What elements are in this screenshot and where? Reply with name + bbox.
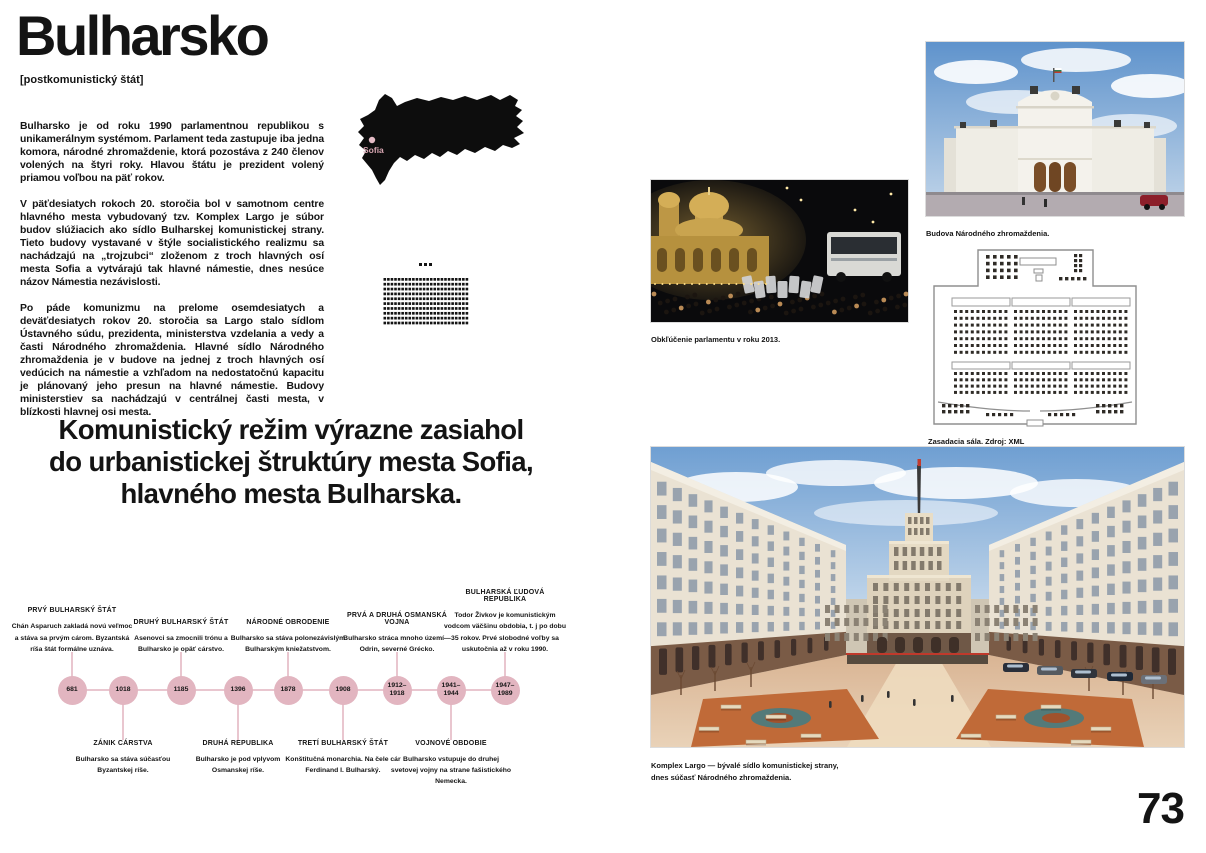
timeline-year-circle: 1185 [167, 676, 196, 705]
timeline-event-title: TRETÍ BULHARSKÝ ŠTÁT [297, 740, 389, 747]
timeline-event-description: Bulharsko sa stáva súčasťou Byzantskej ríše. [75, 756, 171, 775]
red-car-shape [1140, 195, 1168, 206]
timeline-year-circle: 1396 [224, 676, 253, 705]
timeline-event-label [336, 612, 458, 655]
intro-paragraph: V päťdesiatych rokoch 20. storočia bol v samotnom centre hlavného mesta vybudovaný tzv. Komplex Largo je súbor budov slúžiacich ako sídlo Bulharskej komunistickej strany. Tieto budovy vystavané v štýle socialistického realizmu sa nachádzajú na „trojzubci“ zloženom z troch hlavných osí mesta Sofia a vytvárajú tak hlavné námestie, dnes nesúce názov Námestia nezávislosti. [20, 199, 324, 288]
timeline-event-label [120, 619, 242, 655]
timeline-event-description: Todor Živkov je komunistickým vodcom väčšinu obdobia, t. j po dobu 35 rokov. Prvé slobodné voľby sa uskutočnia až v roku 1990. [444, 612, 566, 653]
photo-protest-2013 [651, 180, 908, 322]
intro-paragraphs [20, 120, 324, 432]
timeline-event-title: NÁRODNÉ OBRODENIE [246, 618, 330, 626]
timeline-year-circle: 1878 [274, 676, 303, 705]
timeline-event-title: DRUHÁ REPUBLIKA [202, 740, 274, 747]
protest-photo-illustration [651, 180, 908, 322]
map-city-label: Sofia [363, 145, 384, 155]
timeline-year-circle: 1908 [329, 676, 358, 705]
page-title: Bulharsko [16, 4, 268, 67]
bulgaria-map-figure [345, 88, 545, 193]
sofia-dot [369, 137, 375, 143]
intro-paragraph: Po páde komunizmu na prelome osemdesiatych a deväťdesiatych rokov 20. storočia sa Largo stalo sídlom Ústavného súdu, prezidenta, ministerstva vzdelania a vedy a časti Národného zhromaždenia. Hlavné sídlo Národného zhromaždenia je v budove na jednej z troch hlavných osí vedúcich na námestie a vzhľadom na nedostatočnú kapacitu je plánovaný jeho presun na hlavné námestie. Budovy ministerstiev sa nachádzajú v centrálnej časti mesta, v blízkosti hlavnej osi mesta. [20, 303, 324, 418]
timeline-event-description: Bulharsko sa stáva polonezávislým Bulharským kniežatstvom. [230, 634, 346, 653]
timeline-event-description: Konštitučná monarchia. Na čele cár Ferdinand I. Bulharský. [285, 756, 401, 775]
timeline-year-circle: 1947– 1989 [491, 676, 520, 705]
timeline-stem [450, 704, 452, 740]
timeline-year-circle: 1018 [109, 676, 138, 705]
plan-caption: Zasadacia sála. Zdroj: XML [928, 437, 1025, 446]
timeline-stem [71, 652, 73, 677]
timeline-event-description: Chán Asparuch zakladá novú veľmoc a stáva sa prvým cárom. Byzantská ríša štát formálne uznáva. [11, 623, 133, 653]
intro-paragraph: Bulharsko je od roku 1990 parlamentnou republikou s unikamerálnym systémom. Parlament teda zastupuje iba jedna komora, národné zhromaždenie, ktorá pozostáva z 240 členov volených na štyri roky. Hlavou štátu je prezident volený priamou voľbou na päť rokov. [20, 121, 324, 184]
timeline-event-description: Bulharsko stráca mnoho území— Odrin, severné Grécko. [343, 634, 451, 653]
timeline-event-description: Bulharsko vstupuje do druhej svetovej vojny na strane fašistického Nemecka. [390, 756, 512, 786]
waffle-chart [383, 258, 469, 330]
timeline-event-label [444, 589, 566, 655]
timeline-stem [504, 652, 506, 677]
timeline-event-title: DRUHÝ BULHARSKÝ ŠTÁT [133, 618, 229, 626]
timeline-year-circle: 1912– 1918 [383, 676, 412, 705]
history-timeline [11, 552, 566, 802]
page-subtitle: [postkomunistický štát] [20, 74, 144, 86]
page-number: 73 [1137, 784, 1184, 833]
bulgaria-map-icon [345, 88, 545, 193]
timeline-event-title: ZÁNIK CÁRSTVA [93, 740, 153, 747]
timeline-event-label [11, 607, 133, 655]
photo-largo-complex [651, 447, 1184, 747]
timeline-stem [396, 652, 398, 677]
timeline-year-circle: 681 [58, 676, 87, 705]
timeline-year-circle: 1941– 1944 [437, 676, 466, 705]
timeline-event-label [62, 740, 184, 776]
timeline-event-title: BULHARSKÁ ĽUDOVÁ REPUBLIKA [465, 589, 545, 604]
timeline-event-label [177, 740, 299, 776]
protest-caption: Obkľúčenie parlamentu v roku 2013. [651, 335, 781, 344]
timeline-stem [237, 704, 239, 740]
pull-quote: Komunistický režim výrazne zasiahol do urbanistickej štruktúry mesta Sofia, hlavného mesta Bulharska. [49, 414, 533, 510]
timeline-stem [342, 704, 344, 740]
timeline-stem [287, 652, 289, 677]
timeline-stem [180, 652, 182, 677]
timeline-event-label [227, 619, 349, 655]
bulgaria-silhouette [358, 94, 524, 185]
parliament-seats-waffle [383, 258, 469, 330]
assembly-caption: Budova Národného zhromaždenia. [926, 229, 1050, 238]
timeline-event-title: PRVÁ A DRUHÁ OSMANSKÁ VOJNA [346, 611, 447, 626]
largo-photo-illustration [651, 447, 1184, 747]
timeline-event-title: PRVÝ BULHARSKÝ ŠTÁT [27, 607, 117, 615]
timeline-event-title: VOJNOVÉ OBDOBIE [415, 740, 487, 747]
largo-caption: Komplex Largo — bývalé sídlo komunistickej strany, dnes súčasť Národného zhromaždenia. [651, 761, 839, 782]
seating-plan-figure [928, 246, 1142, 428]
seating-plan-drawing [928, 246, 1142, 428]
photo-national-assembly [926, 42, 1184, 216]
assembly-photo-illustration [926, 42, 1184, 216]
timeline-event-description: Asenovci sa zmocnili trónu a Bulharsko je opäť cárstvo. [134, 634, 228, 653]
timeline-stem [122, 704, 124, 740]
timeline-event-description: Bulharsko je pod vplyvom Osmanskej ríše. [195, 756, 281, 775]
timeline-event-label [282, 740, 404, 776]
timeline-event-label [390, 740, 512, 788]
